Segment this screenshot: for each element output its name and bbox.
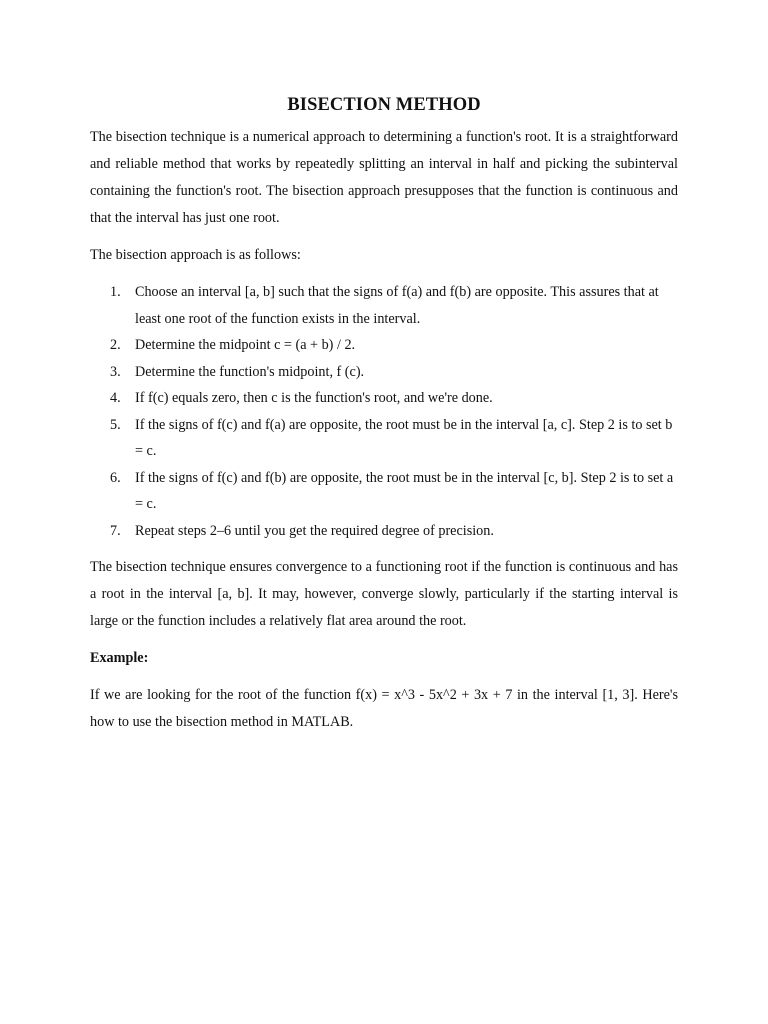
example-paragraph: If we are looking for the root of the function f(x) = x^3 - 5x^2 + 3x + 7 in the interval [1, 3]. Here's how to use the bisection method in MATLAB.	[90, 687, 678, 730]
list-item	[90, 332, 678, 359]
list-item	[90, 279, 678, 332]
step-text: If f(c) equals zero, then c is the function's root, and we're done.	[135, 390, 493, 406]
convergence-paragraph: The bisection technique ensures convergence to a functioning root if the function is continuous and has a root in the interval [a, b]. It may, however, converge slowly, particularly if the starting interval is large or the function includes a relatively flat area around the root.	[90, 559, 678, 629]
step-number: 4.	[110, 390, 121, 406]
step-number: 6.	[110, 469, 121, 486]
steps-lead-paragraph: The bisection approach is as follows:	[90, 247, 301, 263]
step-text: Choose an interval [a, b] such that the signs of f(a) and f(b) are opposite. This assures that at least one root of the function exists in the interval.	[135, 284, 659, 327]
list-item	[90, 465, 678, 518]
step-text: If the signs of f(c) and f(b) are opposite, the root must be in the interval [c, b]. Step 2 is to set a = c.	[135, 469, 674, 512]
list-item	[90, 359, 678, 386]
example-heading: Example:	[90, 650, 149, 666]
step-text: Determine the midpoint c = (a + b) / 2.	[135, 337, 356, 353]
step-text: If the signs of f(c) and f(a) are opposite, the root must be in the interval [a, c]. Step 2 is to set b = c.	[135, 416, 673, 459]
document-page	[90, 90, 678, 736]
list-item	[90, 518, 678, 545]
document-title: BISECTION METHOD	[287, 95, 481, 115]
step-number: 3.	[110, 363, 121, 380]
step-number: 1.	[110, 284, 121, 300]
list-item	[90, 412, 678, 465]
steps-list	[90, 279, 678, 544]
step-number: 2.	[110, 337, 121, 353]
step-text: Repeat steps 2–6 until you get the required degree of precision.	[135, 522, 494, 539]
step-number: 7.	[110, 522, 121, 539]
intro-paragraph: The bisection technique is a numerical approach to determining a function's root. It is a straightforward and reliable method that works by repeatedly splitting an interval in half and picking the subinterval containing the function's root. The bisection approach presupposes that the function is continuous and that the interval has just one root.	[90, 129, 678, 226]
list-item	[90, 385, 678, 412]
step-number: 5.	[110, 416, 121, 433]
step-text: Determine the function's midpoint, f (c).	[135, 363, 365, 380]
